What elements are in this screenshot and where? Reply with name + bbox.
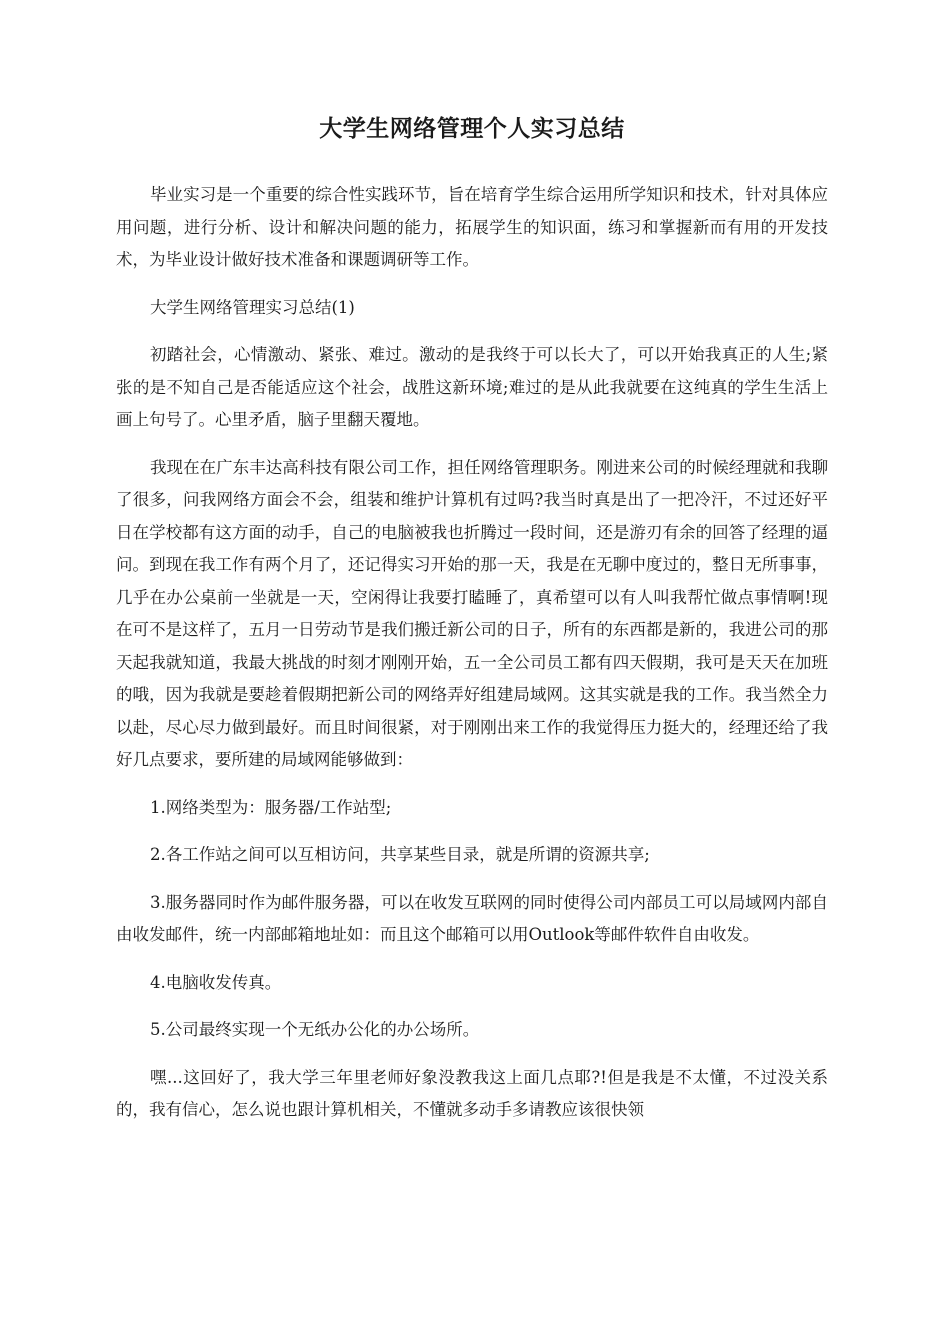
section-heading: 大学生网络管理实习总结(1) xyxy=(150,297,355,317)
body-paragraph: 我现在在广东丰达高科技有限公司工作，担任网络管理职务。刚进来公司的时候经理就和我聊了很多，问我网络方面会不会，组装和维护计算机有过吗?我当时真是出了一把冷汗，不过还好平日在学校都有这方面的动手，自己的电脑被我也折腾过一段时间，还是游刃有余的回答了经理的逼问。到现在我工作有两个月了，还记得实习开始的那一天，我是在无聊中度过的，整日无所事事，几乎在办公桌前一坐就是一天，空闲得让我要打瞌睡了，真希望可以有人叫我帮忙做点事情啊!现在可不是这样了，五月一日劳动节是我们搬迁新公司的日子，所有的东西都是新的，我进公司的那天起我就知道，我最大挑战的时刻才刚刚开始，五一全公司员工都有四天假期，我可是天天在加班的哦，因为我就是要趁着假期把新公司的网络弄好组建局域网。这其实就是我的工作。我当然全力以赴，尽心尽力做到最好。而且时间很紧，对于刚刚出来工作的我觉得压力挺大的，经理还给了我好几点要求，要所建的局域网能够做到： xyxy=(116,457,828,769)
list-item: 4.电脑收发传真。 xyxy=(150,972,282,992)
list-item: 2.各工作站之间可以互相访问，共享某些目录，就是所谓的资源共享; xyxy=(150,845,650,864)
body-paragraph: 嘿...这回好了，我大学三年里老师好象没教我这上面几点耶?!但是我是不太懂，不过没关系的，我有信心，怎么说也跟计算机相关，不懂就多动手多请教应该很快领 xyxy=(116,1067,828,1119)
intro-paragraph: 毕业实习是一个重要的综合性实践环节，旨在培育学生综合运用所学知识和技术，针对具体应用问题，进行分析、设计和解决问题的能力，拓展学生的知识面，练习和掌握新而有用的开发技术，为毕业设计做好技术准备和课题调研等工作。 xyxy=(116,185,828,269)
document-title: 大学生网络管理个人实习总结 xyxy=(319,116,625,142)
body-paragraph: 初踏社会，心情激动、紧张、难过。激动的是我终于可以长大了，可以开始我真正的人生;紧张的是不知自己是否能适应这个社会，战胜这新环境;难过的是从此我就要在这纯真的学生生活上画上句号了。心里矛盾，脑子里翻天覆地。 xyxy=(116,345,828,429)
list-item: 1.网络类型为：服务器/工作站型; xyxy=(150,797,392,817)
list-item: 5.公司最终实现一个无纸办公化的办公场所。 xyxy=(150,1020,480,1039)
list-item: 3.服务器同时作为邮件服务器，可以在收发互联网的同时使得公司内部员工可以局域网内部自由收发邮件，统一内部邮箱地址如：而且这个邮箱可以用Outlook等邮件软件自由收发。 xyxy=(116,892,828,944)
